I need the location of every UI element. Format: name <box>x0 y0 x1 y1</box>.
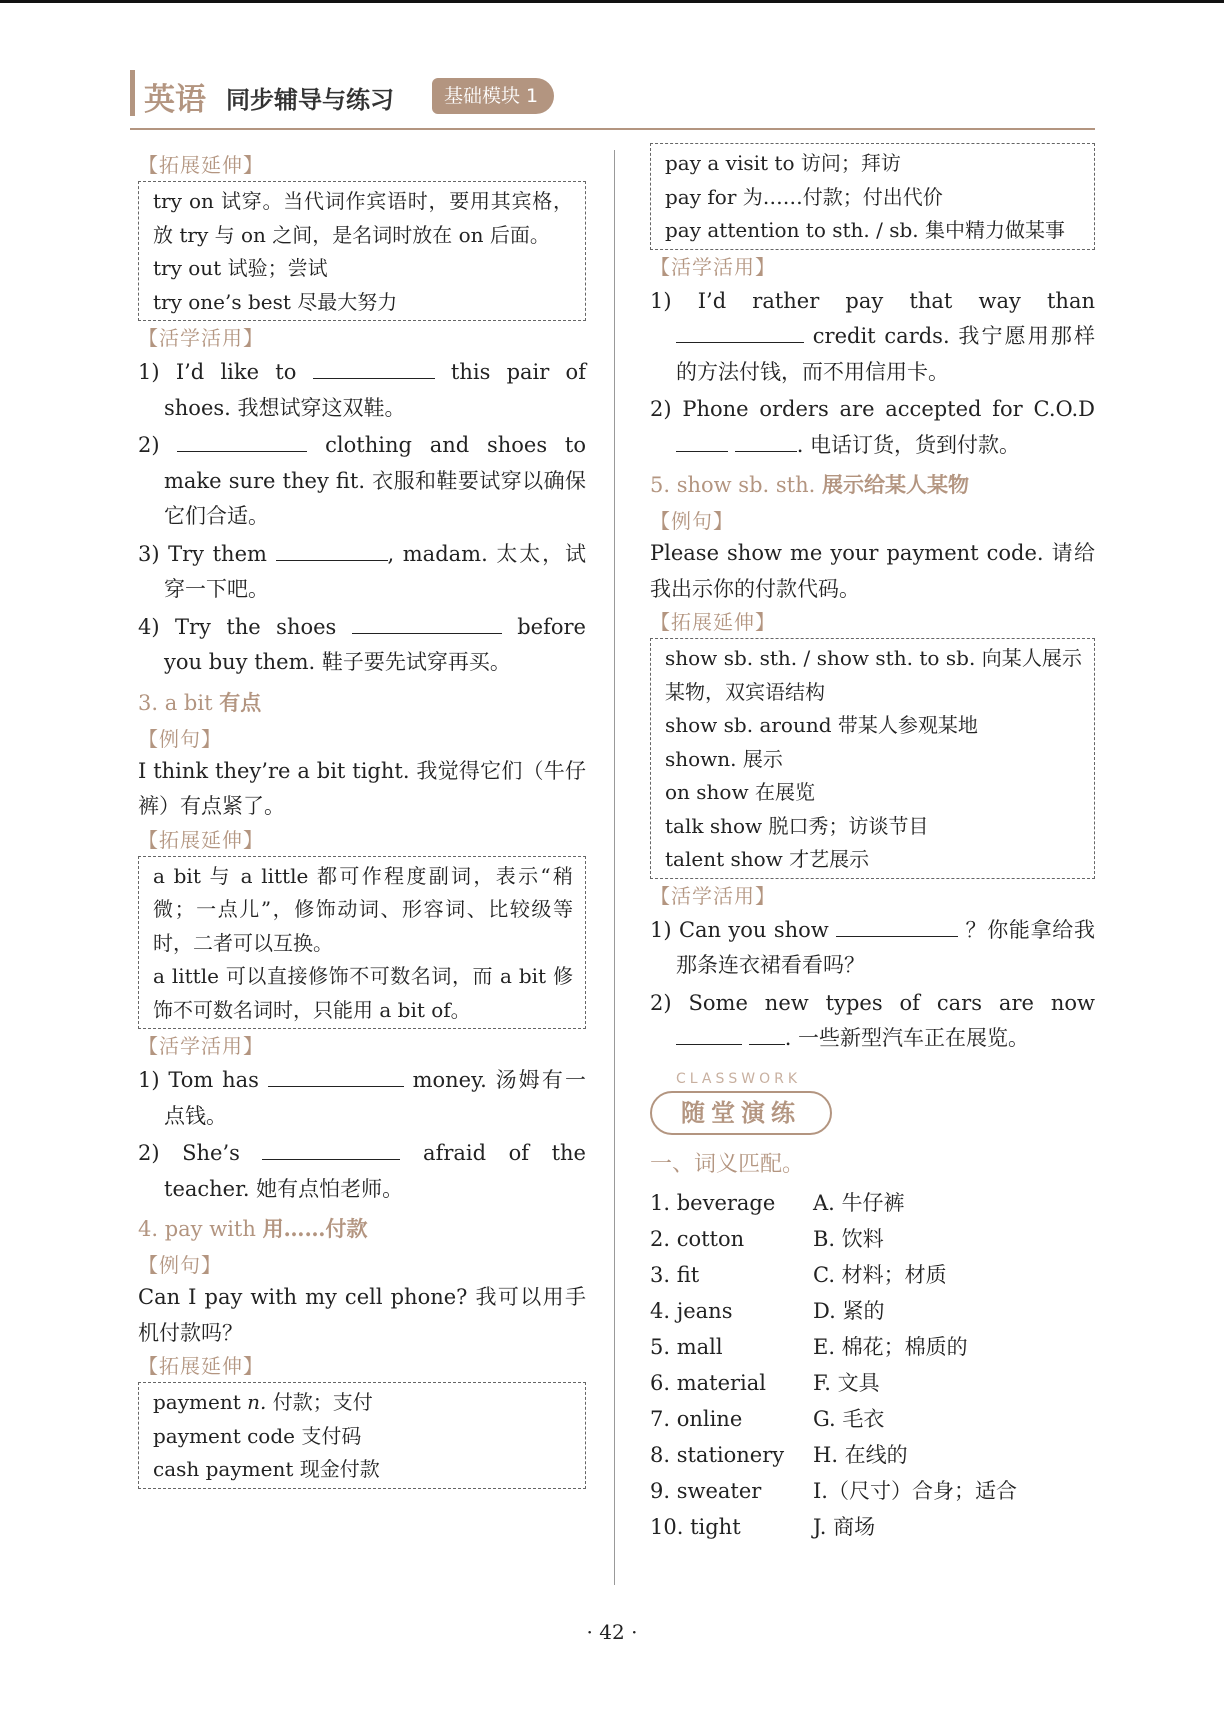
tag-expand: 【拓展延伸】 <box>650 610 776 634</box>
answer-blank[interactable] <box>676 433 728 452</box>
classwork-title: 随堂演练 <box>650 1091 832 1135</box>
answer-blank[interactable] <box>676 1026 742 1045</box>
expand-line: show sb. around 带某人参观某地 <box>665 713 978 737</box>
practice-item: 1) I’d rather pay that way than credit cards. 我宁愿用那样的方法付钱，而不用信用卡。 <box>650 288 1095 384</box>
classwork-label: CLASSWORK <box>676 1070 802 1087</box>
section-title: 4. pay with 用……付款 <box>138 1216 368 1241</box>
expand-line: try one’s best 尽最大努力 <box>153 289 398 314</box>
expand-line: shown. 展示 <box>665 746 783 771</box>
expand-line: payment code 支付码 <box>153 1423 362 1448</box>
practice-item: 2) She’s afraid of the teacher. 她有点怕老师。 <box>138 1141 586 1201</box>
matching-row: 3. fit C. 材料；材质 <box>650 1262 947 1287</box>
top-border <box>0 0 1224 3</box>
practice-item: 2) Some new types of cars are now . 一些新型汽车正在展览。 <box>650 990 1095 1050</box>
expand-line: pay for 为……付款；付出代价 <box>665 184 943 209</box>
expand-box-payment <box>138 1382 586 1489</box>
page-header <box>130 70 1095 130</box>
answer-blank[interactable] <box>352 615 502 634</box>
page-number: · 42 · <box>586 1620 638 1644</box>
header-rule <box>130 128 1095 130</box>
example-sentence: Please show me your payment code. 请给我出示你的付款代码。 <box>650 541 1095 601</box>
expand-text: a bit 与 a little 都可作程度副词，表示“稍微；一点儿”，修饰动词、形容词、比较级等时，二者可以互换。 <box>153 863 573 955</box>
matching-row: 4. jeans D. 紧的 <box>650 1298 885 1323</box>
classwork-heading <box>650 1071 1095 1147</box>
expand-box-a-bit <box>138 856 586 1030</box>
example-sentence: I think they’re a bit tight. 我觉得它们（牛仔裤）有点紧了。 <box>138 758 586 818</box>
section-title: 5. show sb. sth. 展示给某人某物 <box>650 472 969 497</box>
answer-blank[interactable] <box>676 324 804 343</box>
header-subtitle: 同步辅导与练习 <box>226 86 394 114</box>
matching-row: 10. tight J. 商场 <box>650 1514 876 1539</box>
tag-example: 【例句】 <box>650 509 734 533</box>
expand-line: pay attention to sth. / sb. 集中精力做某事 <box>665 218 1066 242</box>
tag-practice: 【活学活用】 <box>650 254 776 279</box>
matching-row: 8. stationery H. 在线的 <box>650 1442 908 1467</box>
expand-line: pay a visit to 访问；拜访 <box>665 151 901 175</box>
answer-blank[interactable] <box>749 1026 785 1045</box>
matching-row: 1. beverage A. 牛仔裤 <box>650 1190 905 1215</box>
matching-row: 5. mall E. 棉花；棉质的 <box>650 1334 968 1359</box>
header-title: 英语 <box>144 82 206 118</box>
exercise-title: 一、词义匹配。 <box>650 1151 805 1177</box>
section-title: 3. a bit 有点 <box>138 689 262 715</box>
header-accent-bar <box>130 70 135 116</box>
practice-item: 3) Try them , madam. 太太，试穿一下吧。 <box>138 541 586 601</box>
matching-row: 2. cotton B. 饮料 <box>650 1226 884 1251</box>
header-badge: 基础模块 1 <box>432 78 554 114</box>
expand-line: talent show 才艺展示 <box>665 847 870 871</box>
tag-practice: 【活学活用】 <box>138 1034 264 1058</box>
tag-practice: 【活学活用】 <box>650 883 776 908</box>
expand-text: try on 试穿。当代词作宾语时，要用其宾格，放 try 与 on 之间，是名词时放在 on 后面。 <box>153 189 573 247</box>
example-sentence: Can I pay with my cell phone? 我可以用手机付款吗？ <box>138 1285 586 1345</box>
answer-blank[interactable] <box>735 433 797 452</box>
expand-line: cash payment 现金付款 <box>153 1457 380 1481</box>
expand-text: a little 可以直接修饰不可数名词，而 a bit 修饰不可数名词时，只能用 a bit of。 <box>153 964 573 1022</box>
matching-list <box>650 1185 1095 1545</box>
answer-blank[interactable] <box>268 1068 404 1087</box>
tag-practice: 【活学活用】 <box>138 326 264 350</box>
answer-blank[interactable] <box>177 433 307 452</box>
right-column <box>650 150 1095 1545</box>
answer-blank[interactable] <box>313 360 435 379</box>
expand-text: show sb. sth. / show sth. to sb. 向某人展示某物，双宾语结构 <box>665 646 1082 704</box>
expand-box-try-on <box>138 181 586 321</box>
practice-item: 4) Try the shoes before you buy them. 鞋子要先试穿再买。 <box>138 614 586 674</box>
matching-row: 7. online G. 毛衣 <box>650 1406 885 1431</box>
matching-row: 9. sweater I.（尺寸）合身；适合 <box>650 1478 1017 1503</box>
tag-expand: 【拓展延伸】 <box>138 1354 264 1378</box>
tag-example: 【例句】 <box>138 726 222 751</box>
answer-blank[interactable] <box>262 1141 400 1160</box>
expand-line: try out 试验；尝试 <box>153 256 328 280</box>
tag-expand: 【拓展延伸】 <box>138 153 264 177</box>
column-divider <box>614 150 615 1585</box>
expand-line: payment n. 付款；支付 <box>153 1390 373 1414</box>
expand-box-pay <box>650 143 1095 250</box>
practice-item: 2) clothing and shoes to make sure they fit. 衣服和鞋要试穿以确保它们合适。 <box>138 433 586 528</box>
left-column <box>138 150 586 1491</box>
practice-item: 1) I’d like to this pair of shoes. 我想试穿这双鞋。 <box>138 360 586 420</box>
expand-line: on show 在展览 <box>665 780 815 804</box>
tag-expand: 【拓展延伸】 <box>138 827 264 852</box>
answer-blank[interactable] <box>276 542 388 561</box>
expand-box-show <box>650 638 1095 879</box>
expand-line: talk show 脱口秀；访谈节目 <box>665 813 929 838</box>
tag-example: 【例句】 <box>138 1253 222 1277</box>
practice-item: 2) Phone orders are accepted for C.O.D . 电话订货，货到付款。 <box>650 397 1095 457</box>
matching-row: 6. material F. 文具 <box>650 1370 880 1395</box>
answer-blank[interactable] <box>836 918 958 937</box>
practice-item: 1) Can you show ？你能拿给我那条连衣裙看看吗？ <box>650 917 1095 977</box>
practice-item: 1) Tom has money. 汤姆有一点钱。 <box>138 1068 586 1128</box>
